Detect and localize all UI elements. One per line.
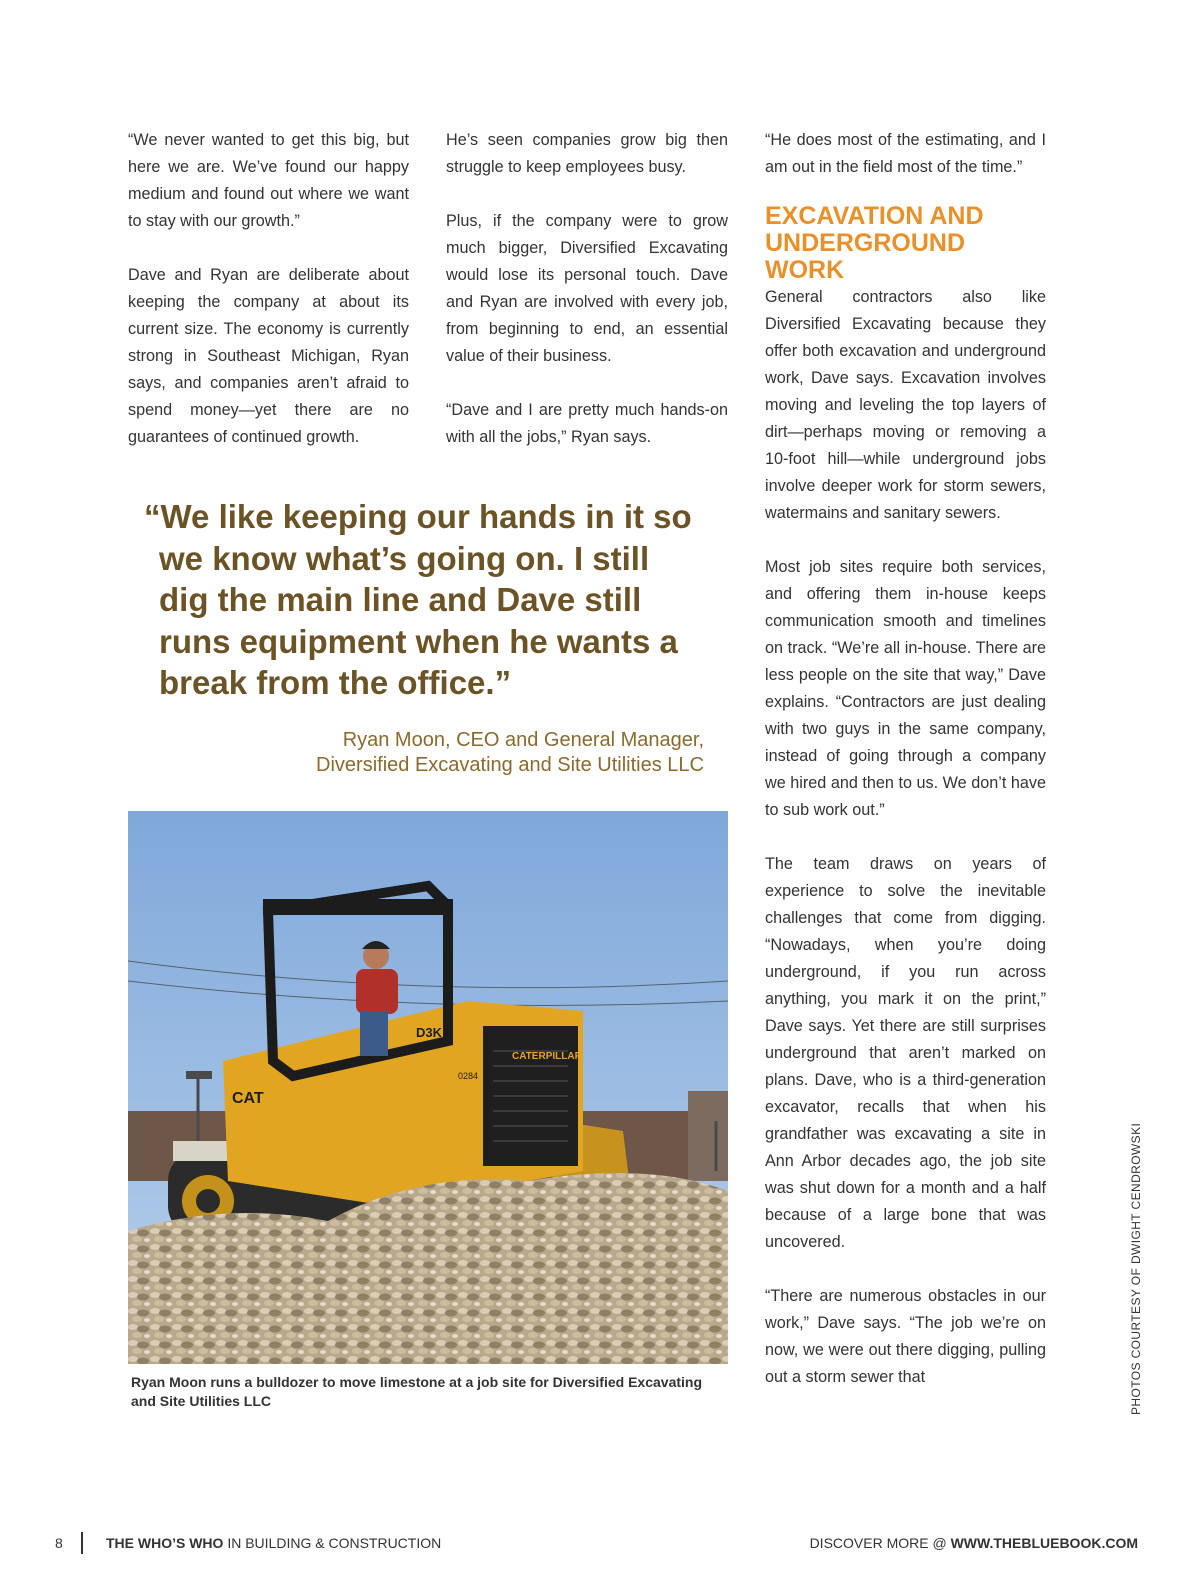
bulldozer-illustration — [128, 811, 728, 1364]
publication-title — [106, 1535, 441, 1551]
article-column-2 — [446, 127, 728, 478]
body-paragraph: Dave and Ryan are deliberate about keeping the company at about its current size. The economy is currently strong in Southeast Michigan, Ryan says, and companies aren’t afraid to spend money—yet there are no guarantees of continued growth. — [128, 266, 409, 446]
section-heading: EXCAVATION AND UNDERGROUND WORK — [765, 202, 984, 284]
body-paragraph: “There are numerous obstacles in our work,” Dave says. “The job we’re on now, we were out there digging, pulling out a storm sewer that — [765, 1287, 1046, 1386]
body-paragraph: “We never wanted to get this big, but here we are. We’ve found our happy medium and found out where we want to stay with our growth.” — [128, 131, 409, 230]
footer-divider — [81, 1532, 83, 1554]
body-paragraph: Plus, if the company were to grow much bigger, Diversified Excavating would lose its personal touch. Dave and Ryan are involved with every job, from beginning to end, an essential value of their business. — [446, 212, 728, 365]
discover-more-link[interactable] — [810, 1535, 1138, 1551]
body-paragraph: “Dave and I are pretty much hands-on with all the jobs,” Ryan says. — [446, 401, 728, 446]
photo-caption: Ryan Moon runs a bulldozer to move limestone at a job site for Diversified Excavating and Site Utilities LLC — [131, 1374, 703, 1409]
attribution-company: Diversified Excavating and Site Utilities LLC — [316, 753, 704, 776]
article-column-1 — [128, 127, 409, 478]
model-marking: D3K — [416, 1025, 443, 1040]
operator-shirt — [356, 969, 398, 1014]
body-paragraph: He’s seen companies grow big then struggle to keep employees busy. — [446, 131, 728, 176]
publication-title-rest: IN BUILDING & CONSTRUCTION — [223, 1535, 442, 1551]
pull-quote — [144, 496, 704, 778]
body-paragraph: General contractors also like Diversified Excavating because they offer both excavation and underground work, Dave says. Excavation involves moving and leveling the top layers of dirt—perhaps moving or removing a 10-foot hill—while underground jobs involve deeper work for storm sewers, watermains and sanitary sewers. — [765, 288, 1046, 522]
discover-prefix: DISCOVER MORE @ — [809, 1535, 951, 1551]
bulldozer-photo — [128, 811, 728, 1364]
body-paragraph: Most job sites require both services, and offering them in-house keeps communication smooth and timelines on track. “We’re all in-house. There are less people on the site that way,” Dave explains. “Contractors are just dealing with two guys in the same company, instead of going through a company we hired and then to us. We don’t have to sub work out.” — [765, 558, 1046, 819]
pull-quote-text: “We like keeping our hands in it so we know what’s going on. I still dig the main line and Dave still runs equipment when he wants a break from the office.” — [144, 498, 692, 701]
attribution-title: Ryan Moon, CEO and General Manager, — [342, 728, 704, 751]
pull-quote-attribution — [144, 728, 704, 778]
unit-number-marking: 0284 — [458, 1071, 479, 1081]
brand-marking: CATERPILLAR — [512, 1051, 582, 1062]
page-number: 8 — [55, 1535, 63, 1551]
body-paragraph: The team draws on years of experience to solve the inevitable challenges that come from digging. “Nowadays, when you’re doing underground, if you run across anything, you mark it on the print,” Dave says. Yet there are still surprises underground that aren’t marked on plans. Dave, who is a third-generation excavator, recalls that when his grandfather was excavating a site in Ann Arbor decades ago, the job site was shut down for a month and a half because of a large bone that was uncovered. — [765, 855, 1046, 1251]
photo-credit: PHOTOS COURTESY OF DWIGHT CENDROWSKI — [1129, 1122, 1143, 1415]
body-paragraph: “He does most of the estimating, and I am out in the field most of the time.” — [765, 131, 1046, 176]
publication-title-bold: THE WHO’S WHO — [106, 1535, 224, 1551]
page-footer — [0, 1532, 1200, 1556]
website-url[interactable]: WWW.THEBLUEBOOK.COM — [950, 1535, 1138, 1551]
cat-marking: CAT — [232, 1090, 264, 1107]
article-column-3 — [765, 127, 1046, 1418]
